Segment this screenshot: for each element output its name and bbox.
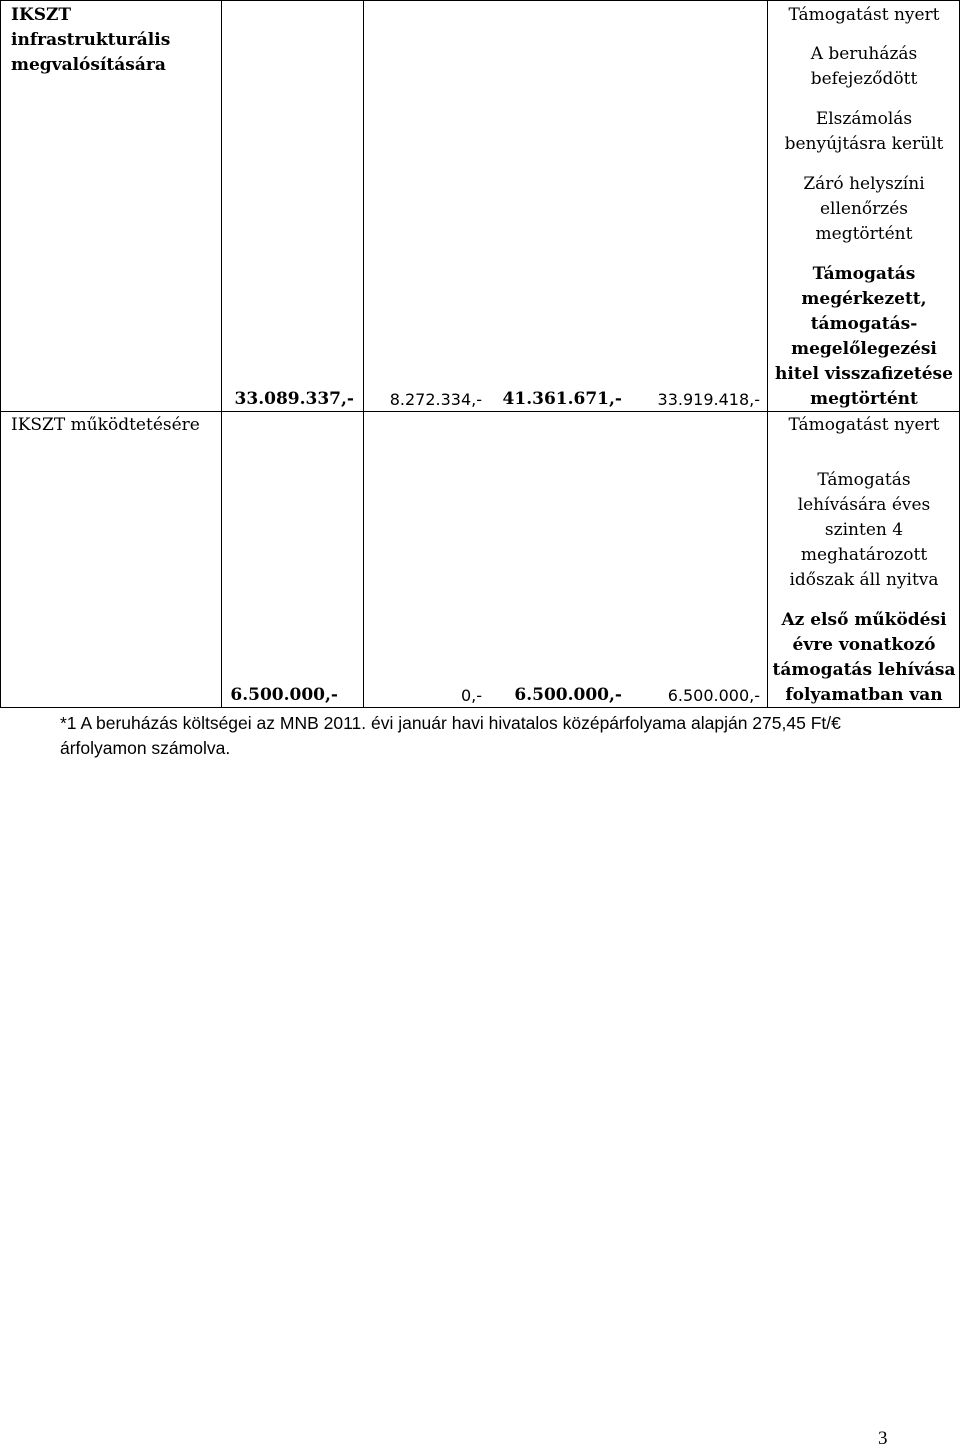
footnote: *1 A beruházás költségei az MNB 2011. évi január havi hivatalos középárfolyama alapján 275,45 Ft/€ árfolyamon számolva. xyxy=(60,713,841,758)
status-drawdown-periods: Támogatás lehívására éves szinten 4 meghatározott időszak áll nyitva xyxy=(789,470,939,590)
value-grant-amount: 33.919.418,- xyxy=(657,390,760,409)
status-grant-won: Támogatást nyert xyxy=(788,5,940,25)
table-border-top xyxy=(0,0,960,1)
value-grant-amount: 6.500.000,- xyxy=(667,686,760,705)
status-grant-won: Támogatást nyert xyxy=(788,415,940,435)
value-total-cost: 33.089.337,- xyxy=(234,389,354,409)
status-investment-completed: A beruházás befejeződött xyxy=(810,44,918,89)
value-own-contribution: 8.272.334,- xyxy=(389,390,482,409)
status-final-inspection: Záró helyszíni ellenőrzés megtörtént xyxy=(803,174,925,244)
status-settlement-submitted: Elszámolás benyújtásra került xyxy=(784,109,944,154)
status-first-year-drawdown: Az első működési évre vonatkozó támogatás lehívása folyamatban van xyxy=(772,610,956,705)
value-eligible-cost: 41.361.671,- xyxy=(502,389,622,409)
table-divider-1 xyxy=(221,0,222,708)
table-divider-2 xyxy=(363,0,364,708)
row-label: IKSZT működtetésére xyxy=(11,415,200,435)
page-number: 3 xyxy=(878,1428,888,1449)
value-total-cost: 6.500.000,- xyxy=(230,685,338,705)
table-border-left xyxy=(0,0,1,708)
status-grant-received: Támogatás megérkezett, támogatás- megelőlegezési hitel visszafizetése megtörtént xyxy=(775,264,953,409)
value-eligible-cost: 6.500.000,- xyxy=(514,685,622,705)
value-own-contribution: 0,- xyxy=(460,686,482,705)
row-label: IKSZT infrastrukturális megvalósítására xyxy=(11,5,171,75)
